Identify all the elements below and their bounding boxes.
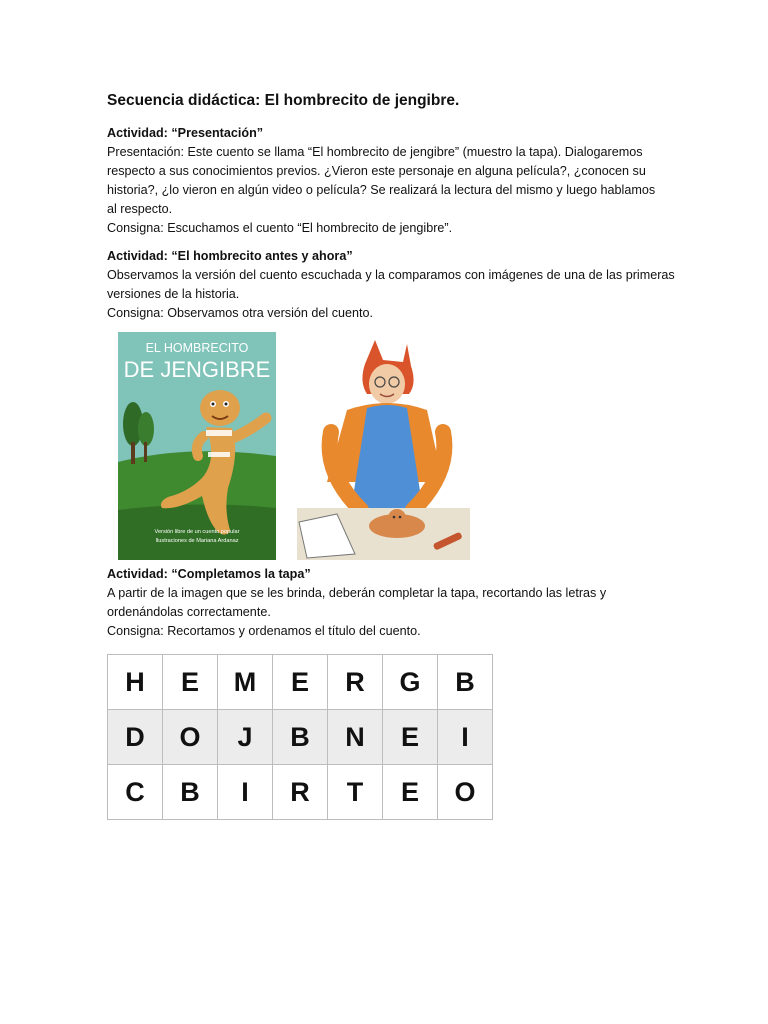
face [369, 364, 405, 404]
paragraph-line: versiones de la historia. [107, 287, 240, 301]
document-title: Secuencia didáctica: El hombrecito de jengibre. [107, 92, 460, 109]
letter-row [108, 710, 493, 765]
activity-heading: Actividad: “El hombrecito antes y ahora” [107, 249, 353, 263]
paragraph-line: Observamos la versión del cuento escuchada y la comparamos con imágenes de una de las primeras [107, 268, 675, 282]
book-cover-image [118, 332, 276, 560]
old-woman-baking-image [297, 332, 470, 560]
letter-cell: T [328, 765, 383, 820]
cover-credit-line1: Versión libre de un cuento popular [154, 529, 240, 535]
letter-cell: B [273, 710, 328, 765]
paragraph-line: historia?, ¿lo vieron en algún video o película? Se realizará la lectura del mismo y luego hablamos [107, 183, 656, 197]
activity-presentacion [107, 124, 677, 238]
letter-cell: E [273, 655, 328, 710]
letter-cell: B [438, 655, 493, 710]
activity-heading: Actividad: “Presentación” [107, 126, 264, 140]
paragraph-line: al respecto. [107, 202, 173, 216]
letter-cell: R [328, 655, 383, 710]
letter-cell: I [218, 765, 273, 820]
activity-heading: Actividad: “Completamos la tapa” [107, 567, 311, 581]
consigna-line: Consigna: Escuchamos el cuento “El hombrecito de jengibre”. [107, 221, 453, 235]
paragraph-line: respecto a sus conocimientos previos. ¿Vieron este personaje en alguna película?, ¿conocen su [107, 164, 646, 178]
letter-cell: J [218, 710, 273, 765]
consigna-line: Consigna: Observamos otra versión del cuento. [107, 306, 374, 320]
letter-cell: E [163, 655, 218, 710]
letter-cell: O [163, 710, 218, 765]
cover-title-line2: DE JENGIBRE [123, 357, 271, 382]
letter-cell: G [383, 655, 438, 710]
tree-icon [138, 412, 154, 446]
letter-cell: M [218, 655, 273, 710]
letter-cell: E [383, 710, 438, 765]
letter-cell: D [108, 710, 163, 765]
letter-cell: O [438, 765, 493, 820]
paragraph-line: ordenándolas correctamente. [107, 605, 271, 619]
consigna-line: Consigna: Recortamos y ordenamos el título del cuento. [107, 624, 421, 638]
cover-title-line1: EL HOMBRECITO [145, 341, 249, 355]
letter-cell: E [383, 765, 438, 820]
letter-cell: R [273, 765, 328, 820]
activity-antes-y-ahora [107, 247, 677, 323]
cover-credit-line2: Ilustraciones de Mariana Ardanaz [155, 538, 239, 544]
letter-cell: C [108, 765, 163, 820]
activity-completamos-la-tapa [107, 565, 677, 641]
letter-grid [107, 654, 493, 820]
letter-row [108, 655, 493, 710]
letter-cell: I [438, 710, 493, 765]
paragraph-line: A partir de la imagen que se les brinda, deberán completar la tapa, recortando las letras y [107, 586, 607, 600]
letter-cell: H [108, 655, 163, 710]
paragraph-line: Presentación: Este cuento se llama “El hombrecito de jengibre” (muestro la tapa). Dialogaremos [107, 145, 643, 159]
letter-cell: N [328, 710, 383, 765]
letter-row [108, 765, 493, 820]
letter-cell: B [163, 765, 218, 820]
